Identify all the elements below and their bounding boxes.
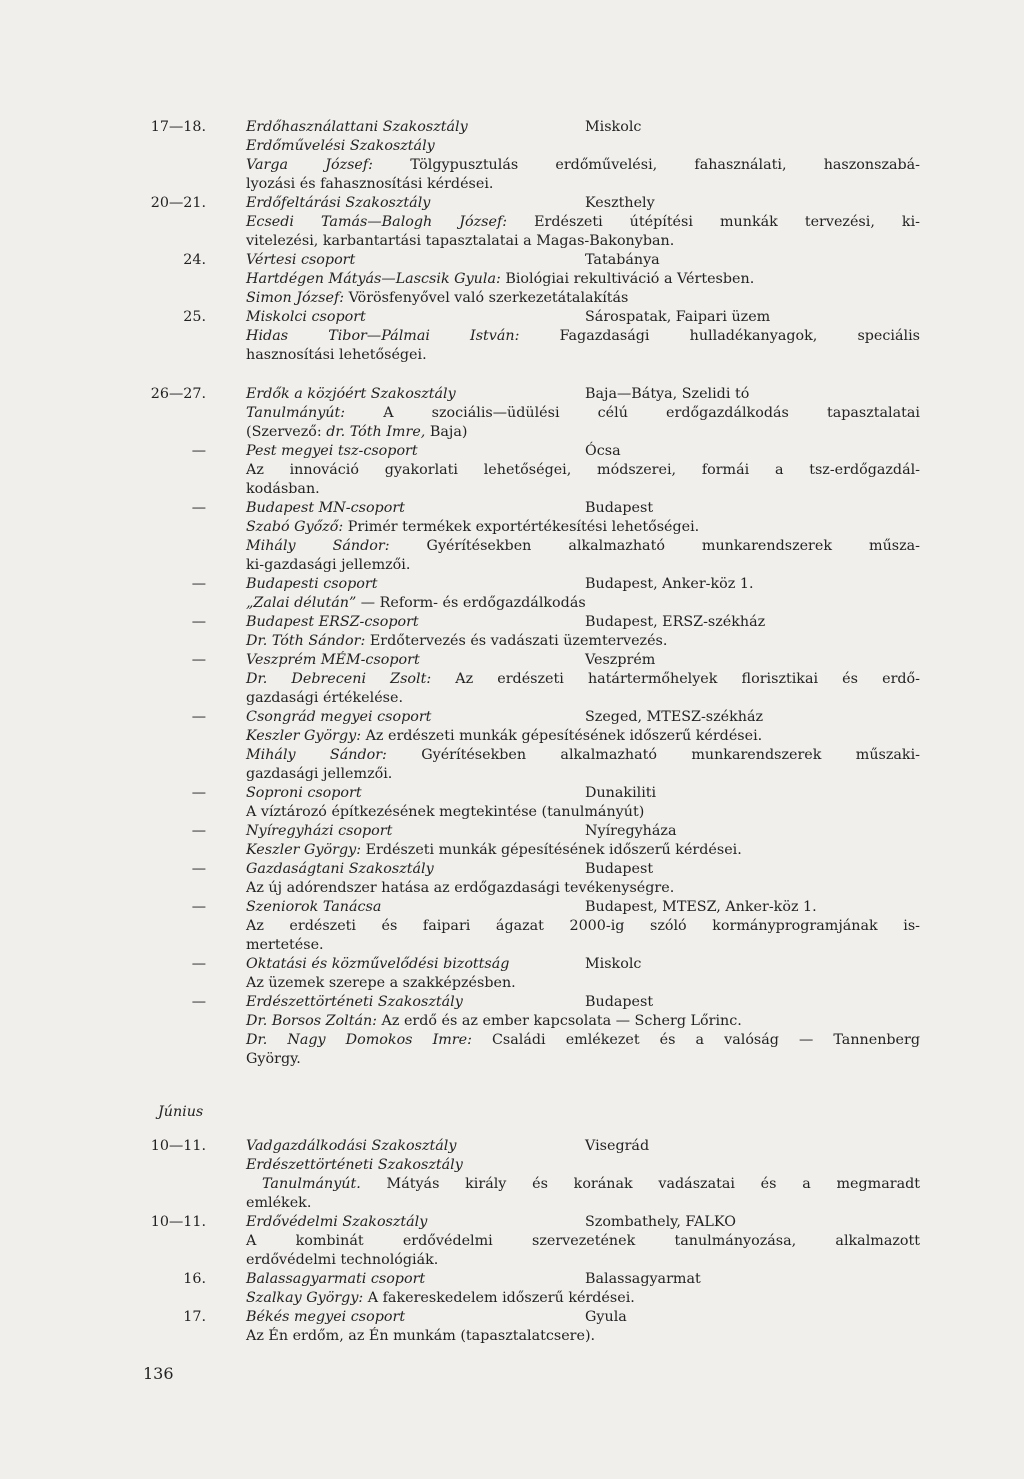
body-text <box>246 156 920 175</box>
location: Balassagyarmat <box>585 1271 701 1287</box>
text-line <box>0 803 1024 822</box>
group-name: Budapest MN-csoport <box>246 500 405 516</box>
author-name: dr. Tóth Imre, <box>326 424 426 440</box>
group-name: Miskolci csoport <box>246 309 366 325</box>
body-text <box>246 327 920 346</box>
month-heading: Június <box>158 1104 204 1120</box>
text-line <box>0 651 1024 670</box>
body-text <box>246 213 920 232</box>
talk-title: Erdészeti munkák gépesítésének időszerű kérdései. <box>361 842 742 858</box>
text-line <box>0 118 1024 137</box>
author-name: Varga József: <box>246 157 374 173</box>
author-name: Keszler György: <box>246 842 362 858</box>
text-line <box>0 327 1024 346</box>
author-name: Ecsedi Tamás—Balogh József: <box>246 214 508 230</box>
text-line <box>0 765 1024 784</box>
talk-title: Az üzemek szerepe a szakképzésben. <box>246 975 516 991</box>
location: Miskolc <box>585 956 642 972</box>
text-line <box>0 1156 1024 1175</box>
group-name: Budapest ERSZ-csoport <box>246 614 419 630</box>
text-line <box>0 708 1024 727</box>
talk-title: vitelezési, karbantartási tapasztalatai a Magas-Bakonyban. <box>246 233 675 249</box>
location: Gyula <box>585 1309 627 1325</box>
text-line <box>0 575 1024 594</box>
group-name: Pest megyei tsz-csoport <box>246 443 418 459</box>
entry-date: — <box>191 899 206 915</box>
talk-title: mertetése. <box>246 937 324 953</box>
entry-date: — <box>191 709 206 725</box>
talk-title: Az erdészeti munkák gépesítésének időszerű kérdései. <box>361 728 763 744</box>
author-name: Hartdégen Mátyás—Lascsik Gyula: <box>246 271 501 287</box>
text-line <box>0 917 1024 936</box>
author-name: Dr. Nagy Domokos Imre: <box>246 1032 472 1048</box>
text-line <box>0 879 1024 898</box>
group-name: Erdővédelmi Szakosztály <box>246 1214 428 1230</box>
group-name: Erdőfeltárási Szakosztály <box>246 195 431 211</box>
text-line <box>0 213 1024 232</box>
text-line <box>0 289 1024 308</box>
location: Budapest, ERSZ-székház <box>585 614 766 630</box>
talk-title: — Reform- és erdőgazdálkodás <box>356 595 586 611</box>
text-line <box>0 251 1024 270</box>
talk-title: Fagazdasági hulladékanyagok, speciális <box>519 328 920 344</box>
text-line <box>0 232 1024 251</box>
text-line <box>0 270 1024 289</box>
location: Nyíregyháza <box>585 823 677 839</box>
body-text <box>246 270 920 289</box>
text-line <box>0 480 1024 499</box>
text-line <box>0 518 1024 537</box>
text-line <box>0 1270 1024 1289</box>
talk-title: gazdasági értékelése. <box>246 690 404 706</box>
section-3 <box>0 1137 1024 1346</box>
location: Szeged, MTESZ-székház <box>585 709 764 725</box>
body-text <box>246 1232 920 1251</box>
text-line <box>0 955 1024 974</box>
body-text <box>246 1031 920 1050</box>
text-line <box>0 156 1024 175</box>
location: Budapest <box>585 861 654 877</box>
entry-date: 16. <box>183 1271 206 1287</box>
body-text <box>246 1327 920 1346</box>
text-line <box>0 556 1024 575</box>
body-text <box>246 1251 920 1270</box>
text-line <box>0 194 1024 213</box>
text-line <box>0 1308 1024 1327</box>
body-text <box>246 537 920 556</box>
text-line <box>0 1012 1024 1031</box>
entry-date: 24. <box>183 252 206 268</box>
author-name: Dr. Tóth Sándor: <box>246 633 366 649</box>
author-name: „Zalai délután” <box>246 595 357 611</box>
text-line <box>0 727 1024 746</box>
text-line <box>0 175 1024 194</box>
location: Budapest, Anker-köz 1. <box>585 576 754 592</box>
text-line <box>0 499 1024 518</box>
body-text <box>246 936 920 955</box>
location: Dunakiliti <box>585 785 657 801</box>
body-text <box>246 480 920 499</box>
entry-date: 10—11. <box>150 1214 206 1230</box>
body-text <box>246 594 920 613</box>
text-line <box>0 308 1024 327</box>
talk-title: Az erdészeti és faipari ágazat 2000-ig szóló kormányprogramjának is- <box>246 918 920 934</box>
section-2 <box>0 385 1024 1069</box>
talk-title: Baja) <box>425 424 468 440</box>
text-line <box>0 1327 1024 1346</box>
body-text <box>262 1175 920 1194</box>
entry-date: 17. <box>183 1309 206 1325</box>
group-name: Veszprém MÉM-csoport <box>246 652 420 668</box>
talk-title: Mátyás király és korának vadászatai és a megmaradt <box>360 1176 920 1192</box>
author-name: Szabó Győző: <box>246 519 344 535</box>
talk-title: Gyérítésekben alkalmazható munkarendszerek műszaki- <box>386 747 920 763</box>
talk-title: Az Én erdőm, az Én munkám (tapasztalatcsere). <box>246 1328 596 1344</box>
location: Budapest <box>585 500 654 516</box>
entry-date: 10—11. <box>150 1138 206 1154</box>
text-line <box>0 1232 1024 1251</box>
body-text <box>246 803 920 822</box>
talk-title: Erdőtervezés és vadászati üzemtervezés. <box>365 633 668 649</box>
entry-date: — <box>191 500 206 516</box>
text-line <box>0 1050 1024 1069</box>
text-line <box>0 898 1024 917</box>
entry-date: 17—18. <box>150 119 206 135</box>
text-line <box>0 442 1024 461</box>
author-name: Dr. Debreceni Zsolt: <box>246 671 432 687</box>
body-text <box>246 232 920 251</box>
location: Tatabánya <box>585 252 660 268</box>
text-line <box>0 385 1024 404</box>
talk-title: kodásban. <box>246 481 320 497</box>
body-text <box>246 841 920 860</box>
body-text <box>246 556 920 575</box>
text-line <box>0 670 1024 689</box>
text-line <box>0 346 1024 365</box>
entry-date: 20—21. <box>150 195 206 211</box>
talk-title: emlékek. <box>246 1195 312 1211</box>
body-text <box>246 917 920 936</box>
talk-title: Az erdészeti határtermőhelyek florisztikai és erdő- <box>431 671 920 687</box>
body-text <box>246 1050 920 1069</box>
text-line <box>0 537 1024 556</box>
text-line <box>0 822 1024 841</box>
text-line <box>0 860 1024 879</box>
location: Veszprém <box>585 652 656 668</box>
text-line <box>0 613 1024 632</box>
entry-date: — <box>191 823 206 839</box>
section-1 <box>0 118 1024 365</box>
group-name: Erdők a közjóért Szakosztály <box>246 386 456 402</box>
author-name: Simon József: <box>246 290 345 306</box>
talk-title: Primér termékek exportértékesítési lehetőségei. <box>343 519 700 535</box>
group-name: Békés megyei csoport <box>246 1309 406 1325</box>
author-name: Mihály Sándor: <box>246 747 387 763</box>
text-line <box>0 1194 1024 1213</box>
talk-title: A szociális—üdülési célú erdőgazdálkodás tapasztalatai <box>345 405 920 421</box>
body-text <box>246 746 920 765</box>
talk-title: lyozási és fahasznosítási kérdései. <box>246 176 494 192</box>
text-line <box>0 1175 1024 1194</box>
body-text <box>246 689 920 708</box>
talk-title: Családi emlékezet és a valóság — Tannenberg <box>471 1032 921 1048</box>
location: Budapest, MTESZ, Anker-köz 1. <box>585 899 817 915</box>
group-name: Erdészettörténeti Szakosztály <box>246 994 463 1010</box>
author-name: Keszler György: <box>246 728 362 744</box>
talk-title: Az innováció gyakorlati lehetőségei, módszerei, formái a tsz-erdőgazdál- <box>246 462 920 478</box>
body-text <box>246 423 920 442</box>
group-name: Nyíregyházi csoport <box>246 823 393 839</box>
author-name: Hidas Tibor—Pálmai István: <box>246 328 520 344</box>
talk-title: A fakereskedelem időszerű kérdései. <box>363 1290 635 1306</box>
talk-title: ki-gazdasági jellemzői. <box>246 557 411 573</box>
entry-date: — <box>191 443 206 459</box>
text-line <box>0 1137 1024 1156</box>
talk-title: Erdészeti útépítési munkák tervezési, ki- <box>507 214 920 230</box>
text-line <box>0 746 1024 765</box>
text-line <box>0 1031 1024 1050</box>
group-name: Budapesti csoport <box>246 576 378 592</box>
text-line <box>0 404 1024 423</box>
group-name: Soproni csoport <box>246 785 362 801</box>
text-line <box>0 936 1024 955</box>
text-line <box>0 1289 1024 1308</box>
author-name: Tanulmányút. <box>262 1176 361 1192</box>
entry-date: — <box>191 861 206 877</box>
group-name: Erdőművelési Szakosztály <box>246 138 435 154</box>
text-line <box>0 137 1024 156</box>
group-name: Vértesi csoport <box>246 252 356 268</box>
body-text <box>246 765 920 784</box>
text-line <box>0 974 1024 993</box>
text-line <box>0 632 1024 651</box>
text-line <box>0 461 1024 480</box>
group-name: Oktatási és közművelődési bizottság <box>246 956 510 972</box>
body-text <box>246 879 920 898</box>
body-text <box>246 346 920 365</box>
group-name: Gazdaságtani Szakosztály <box>246 861 434 877</box>
text-line <box>0 1251 1024 1270</box>
location: Szombathely, FALKO <box>585 1214 736 1230</box>
entry-date: — <box>191 994 206 1010</box>
group-name: Erdészettörténeti Szakosztály <box>246 1157 463 1173</box>
talk-title: gazdasági jellemzői. <box>246 766 393 782</box>
author-name: Dr. Borsos Zoltán: <box>246 1013 377 1029</box>
talk-title: Vörösfenyővel való szerkezetátalakítás <box>344 290 629 306</box>
body-text <box>246 1289 920 1308</box>
talk-title: A kombinát erdővédelmi szervezetének tanulmányozása, alkalmazott <box>246 1233 920 1249</box>
author-name: Mihály Sándor: <box>246 538 390 554</box>
entry-date: — <box>191 956 206 972</box>
talk-title: Az új adórendszer hatása az erdőgazdasági tevékenységre. <box>246 880 675 896</box>
author-name: Tanulmányút: <box>246 405 346 421</box>
entry-date: — <box>191 652 206 668</box>
group-name: Szeniorok Tanácsa <box>246 899 382 915</box>
text-line <box>0 993 1024 1012</box>
entry-date: — <box>191 576 206 592</box>
location: Budapest <box>585 994 654 1010</box>
body-text <box>246 1012 920 1031</box>
text-line <box>0 594 1024 613</box>
body-text <box>246 404 920 423</box>
body-text <box>246 632 920 651</box>
location: Baja—Bátya, Szelidi tó <box>585 386 750 402</box>
group-name: Balassagyarmati csoport <box>246 1271 426 1287</box>
talk-title: Biológiai rekultiváció a Vértesben. <box>500 271 755 287</box>
location: Miskolc <box>585 119 642 135</box>
group-name: Erdőhasználattani Szakosztály <box>246 119 468 135</box>
text-line <box>0 423 1024 442</box>
body-text <box>246 518 920 537</box>
talk-title: György. <box>246 1051 301 1067</box>
body-text <box>246 289 920 308</box>
body-text <box>246 175 920 194</box>
text-line <box>0 841 1024 860</box>
entry-date: — <box>191 614 206 630</box>
body-text <box>246 727 920 746</box>
location: Ócsa <box>585 443 621 459</box>
talk-title: Az erdő és az ember kapcsolata — Scherg Lőrinc. <box>377 1013 742 1029</box>
text-line <box>0 689 1024 708</box>
talk-title: Gyérítésekben alkalmazható munkarendszerek műsza- <box>389 538 920 554</box>
body-text <box>246 670 920 689</box>
location: Keszthely <box>585 195 655 211</box>
body-text <box>246 974 920 993</box>
entry-date: — <box>191 785 206 801</box>
group-name: Vadgazdálkodási Szakosztály <box>246 1138 457 1154</box>
talk-title: A víztározó építkezésének megtekintése (tanulmányút) <box>246 804 645 820</box>
page-number: 136 <box>143 1364 174 1383</box>
location: Sárospatak, Faipari üzem <box>585 309 771 325</box>
group-name: Csongrád megyei csoport <box>246 709 432 725</box>
entry-date: 25. <box>183 309 206 325</box>
text-line <box>0 1213 1024 1232</box>
body-text <box>246 1194 920 1213</box>
talk-title: Tölgypusztulás erdőművelési, fahasználati, haszonszabá- <box>373 157 921 173</box>
talk-title: hasznosítási lehetőségei. <box>246 347 427 363</box>
body-text <box>246 461 920 480</box>
author-name: Szalkay György: <box>246 1290 364 1306</box>
talk-title: erdővédelmi technológiák. <box>246 1252 439 1268</box>
entry-date: 26—27. <box>150 386 206 402</box>
location: Visegrád <box>585 1138 650 1154</box>
text-line <box>0 784 1024 803</box>
talk-title: (Szervező: <box>246 424 327 440</box>
